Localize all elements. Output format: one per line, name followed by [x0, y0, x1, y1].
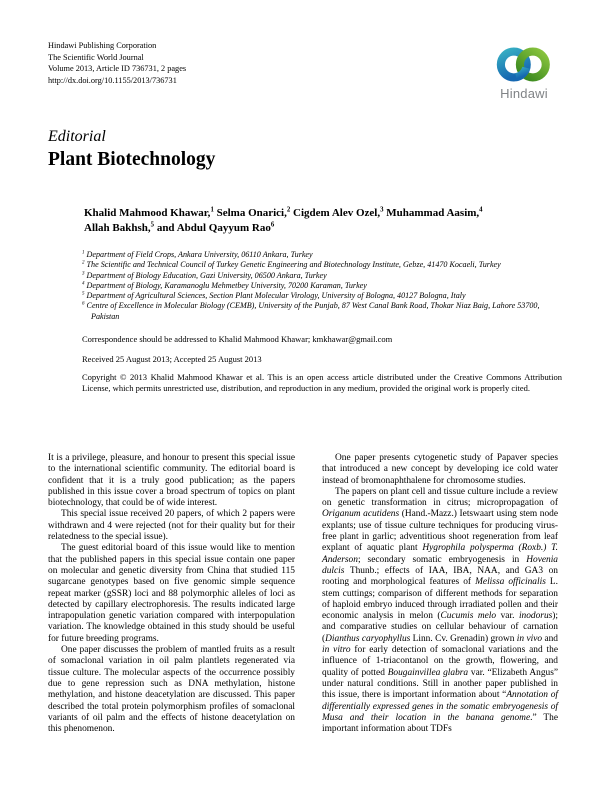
italic-text: Hovenia dulcis: [322, 554, 558, 576]
body-paragraph: [48, 453, 295, 509]
body-right-column: [322, 453, 558, 735]
italic-text: Hygrophila polysperma (Roxb.) T. Anderson: [322, 543, 558, 565]
correspondence-line: Correspondence should be addressed to Khalid Mahmood Khawar; kmkhawar@gmail.com: [82, 334, 393, 344]
hindawi-logo-icon: [490, 44, 558, 85]
author-name: Khalid Mahmood Khawar,: [84, 207, 211, 219]
author-name: Cigdem Alev Ozel,: [290, 207, 381, 219]
journal-meta: [48, 40, 186, 87]
body-text: (Hand.-Mazz.) Ietswaart using stem node explants; use of tissue culture techniques for producing virus-free plant in garlic; adventitious shoot regeneration from leaf explant of aquatic plant: [322, 509, 559, 554]
authors-line: [84, 206, 554, 235]
affiliation-item: [82, 291, 560, 301]
body-text: for early detection of somaclonal variations and the influence of 1-triacontanol on the growth, flowering, and quality of potted: [322, 645, 558, 678]
affiliation-item: [82, 281, 560, 291]
author-affiliation-ref: 4: [479, 206, 483, 214]
article-title: Plant Biotechnology: [48, 149, 216, 170]
affiliation-number: 6: [82, 301, 85, 307]
body-paragraph: [48, 509, 295, 543]
author-name: Muhammad Aasim,: [383, 207, 480, 219]
body-paragraph: [48, 543, 295, 645]
body-paragraph: [322, 487, 558, 736]
italic-text: Dianthus caryophyllus: [325, 633, 411, 644]
body-text: Thunb.; effects of IAA, IBA, NAA, and GA3 on rooting and morphological features of: [322, 565, 558, 588]
affiliation-text: Centre of Excellence in Molecular Biology (CEMB), University of the Punjab, 87 West Canal Bank Road, Thokar Niaz Baig, Lahore 53700, Pakistan: [84, 301, 540, 321]
italic-text: Cucumis melo: [440, 611, 497, 622]
hindawi-logo-text: Hindawi: [500, 86, 548, 101]
body-columns: [48, 453, 558, 735]
doi-line: http://dx.doi.org/10.1155/2013/736731: [48, 76, 177, 86]
body-text: L. stem cuttings; comparison of different methods for separation of haploid embryo induced through irradiated pollen and their economic analysis in melon (: [322, 577, 558, 622]
body-paragraph: [322, 453, 558, 487]
body-text: Linn. Cv. Grenadin) grown: [410, 633, 517, 644]
body-text: and: [542, 633, 558, 644]
italic-text: inodorus: [518, 611, 553, 622]
affiliation-item: [82, 301, 560, 322]
affiliation-text: The Scientific and Technical Council of Turkey Genetic Engineering and Biotechnology Institute, Gebze, 41470 Kocaeli, Turkey: [84, 260, 501, 270]
body-left-column: [48, 453, 295, 735]
affiliation-number: 5: [82, 291, 85, 297]
affiliation-number: 3: [82, 270, 85, 276]
body-text: .” The important information about TDFs: [322, 712, 558, 735]
author-affiliation-ref: 3: [380, 206, 384, 214]
publisher-line: Hindawi Publishing Corporation: [48, 41, 157, 50]
affiliation-item: [82, 271, 560, 281]
italic-text: Annotation of differentially expressed genes in the somatic embryogenesis of Musa and their location in the banana genome: [322, 690, 558, 723]
volume-line: Volume 2013, Article ID 736731, 2 pages: [48, 64, 187, 74]
affiliation-text: Department of Agricultural Sciences, Section Plant Molecular Virology, University of Bologna, 40127 Bologna, Italy: [84, 291, 466, 301]
body-text: The papers on plant cell and tissue culture include a review on genetic transformation in citrus; micropropagation of: [322, 486, 558, 509]
body-text: var.: [496, 611, 519, 622]
affiliations: [82, 250, 560, 322]
body-text: One paper discusses the problem of mantled fruits as a result of somaclonal variation in oil palm plantlets regenerated via tissue culture. The molecular aspects of the occurrence possibly due to gene repression such as DNA methylation, histone methylation, and histone deacetylation are discussed. This paper described the total protein polymorphism profiles of somaclonal variants of oil palm and the effects of histone deacetylation on this phenomenon.: [48, 645, 295, 735]
body-text: ; secondary somatic embryogenesis in: [357, 554, 527, 565]
hindawi-logo: [488, 44, 560, 101]
author-affiliation-ref: 1: [210, 206, 214, 214]
affiliation-text: Department of Biology Education, Gazi University, 06500 Ankara, Turkey: [84, 270, 327, 280]
copyright-notice: Copyright © 2013 Khalid Mahmood Khawar et al. This is an open access article distributed under the Creative Commons Attribution License, which permits unrestricted use, distribution, and reproduction in any medium, provided the original work is properly cited.: [82, 372, 562, 393]
body-text: This special issue received 20 papers, of which 2 papers were withdrawn and 4 were rejected (not for their quality but for their relatedness to the special issue).: [48, 509, 295, 543]
authors-row: [84, 206, 554, 221]
body-text: The guest editorial board of this issue would like to mention that the published papers in this special issue contain one paper on molecular and genetic diversity from China that studied 115 sugarcane genotypes based on five genomic simple sequence repeat marker (gSSR) loci and 88 polymorphic alleles of loci as detected by capillary electrophoresis. The results indicated large intrapopulation genetic variation compared with interpopulation variation. The knowledge obtained in this study should be useful for future breeding programs.: [48, 543, 295, 644]
article-type-label: Editorial: [48, 128, 106, 145]
affiliation-number: 2: [82, 260, 85, 266]
body-text: ); and comparative studies on cellular behaviour of carnation (: [322, 611, 559, 644]
affiliation-number: 4: [82, 281, 85, 287]
author-affiliation-ref: 2: [286, 206, 291, 214]
author-affiliation-ref: 6: [270, 220, 275, 228]
author-name: Allah Bakhsh,: [84, 221, 151, 234]
journal-name-line: The Scientific World Journal: [48, 52, 144, 62]
author-name: Selma Onarici,: [213, 207, 287, 219]
italic-text: Origanum acutidens: [322, 509, 400, 520]
author-affiliation-ref: 5: [150, 220, 155, 228]
dates-line: Received 25 August 2013; Accepted 25 August 2013: [82, 354, 262, 364]
author-name: and Abdul Qayyum Rao: [154, 221, 271, 234]
body-text: It is a privilege, pleasure, and honour to present this special issue to the international scientific community. The editorial board is confident that it is a truly good publication; as the papers published in this issue cover a broad spectrum of topics on plant biotechnology, that could be of wide interest.: [48, 453, 295, 509]
affiliation-text: Department of Field Crops, Ankara University, 06110 Ankara, Turkey: [84, 250, 313, 259]
italic-text: Bougainvillea glabra: [387, 667, 469, 678]
italic-text: Melissa officinalis: [475, 577, 546, 588]
italic-text: in vitro: [322, 645, 351, 656]
italic-text: in vivo: [516, 633, 543, 644]
authors-row: [84, 221, 554, 236]
affiliation-item: [82, 260, 560, 270]
affiliation-text: Department of Biology, Karamanoglu Mehmetbey University, 70200 Karaman, Turkey: [84, 280, 367, 290]
affiliation-item: [82, 250, 560, 260]
affiliation-number: 1: [82, 250, 85, 256]
body-paragraph: [48, 645, 295, 735]
body-text: var. “Elizabeth Angus” under natural conditions. Still in another paper published in this issue, there is important information about “: [322, 667, 559, 701]
body-text: One paper presents cytogenetic study of Papaver species that introduced a new concept by developing ice cold water instead of bromonaphthalene for chromosome studies.: [322, 453, 558, 486]
